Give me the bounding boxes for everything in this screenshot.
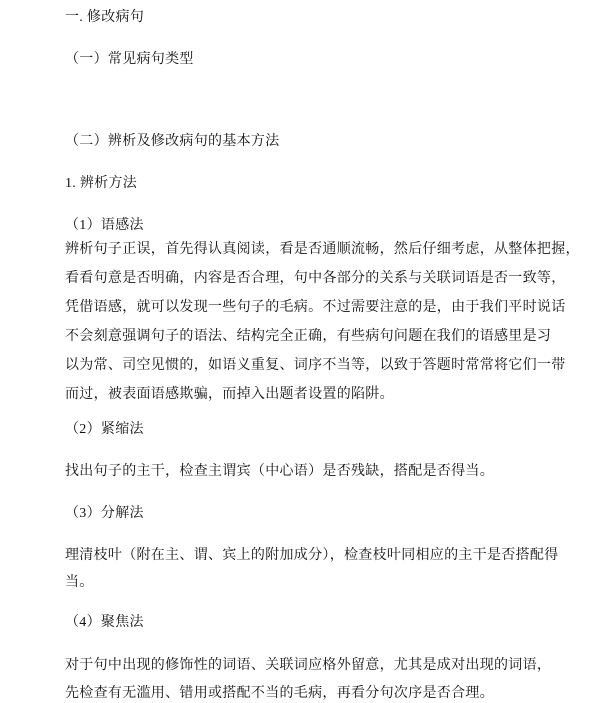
heading-basic-methods: （二）辨析及修改病句的基本方法 [65, 134, 280, 149]
method-3-title: （3）分解法 [65, 506, 144, 521]
paragraph-line: 以为常、司空见惯的，如语义重复、词序不当等，以致于答题时常常将它们一带 [65, 358, 566, 373]
method-1-title: （1）语感法 [65, 218, 144, 233]
paragraph-line: 先检查有无滥用、错用或搭配不当的毛病，再看分句次序是否合理。 [65, 686, 494, 701]
paragraph-line: 找出句子的主干，检查主谓宾（中心语）是否残缺，搭配是否得当。 [65, 464, 494, 479]
paragraph-line: 对于句中出现的修饰性的词语、关联词应格外留意，尤其是成对出现的词语， [65, 658, 552, 673]
heading-common-error-types: （一）常见病句类型 [65, 52, 194, 67]
paragraph-line: 辨析句子正误，首先得认真阅读，看是否通顺流畅，然后仔细考虑，从整体把握， [65, 242, 580, 257]
method-2-title: （2）紧缩法 [65, 422, 144, 437]
heading-revise-sentences: 一. 修改病句 [65, 10, 145, 25]
heading-analysis-methods: 1. 辨析方法 [65, 176, 138, 191]
paragraph-line: 当。 [65, 575, 94, 590]
paragraph-line: 看看句意是否明确，内容是否合理，句中各部分的关系与关联词语是否一致等， [65, 271, 566, 286]
paragraph-line: 而过，被表面语感欺骗，而掉入出题者设置的陷阱。 [65, 387, 394, 402]
method-4-title: （4）聚焦法 [65, 615, 144, 630]
paragraph-line: 凭借语感，就可以发现一些句子的毛病。不过需要注意的是，由于我们平时说话 [65, 300, 566, 315]
paragraph-line: 不会刻意强调句子的语法、结构完全正确，有些病句问题在我们的语感里是习 [65, 329, 552, 344]
paragraph-line: 理清枝叶（附在主、谓、宾上的附加成分），检查枝叶同相应的主干是否搭配得 [65, 548, 559, 563]
